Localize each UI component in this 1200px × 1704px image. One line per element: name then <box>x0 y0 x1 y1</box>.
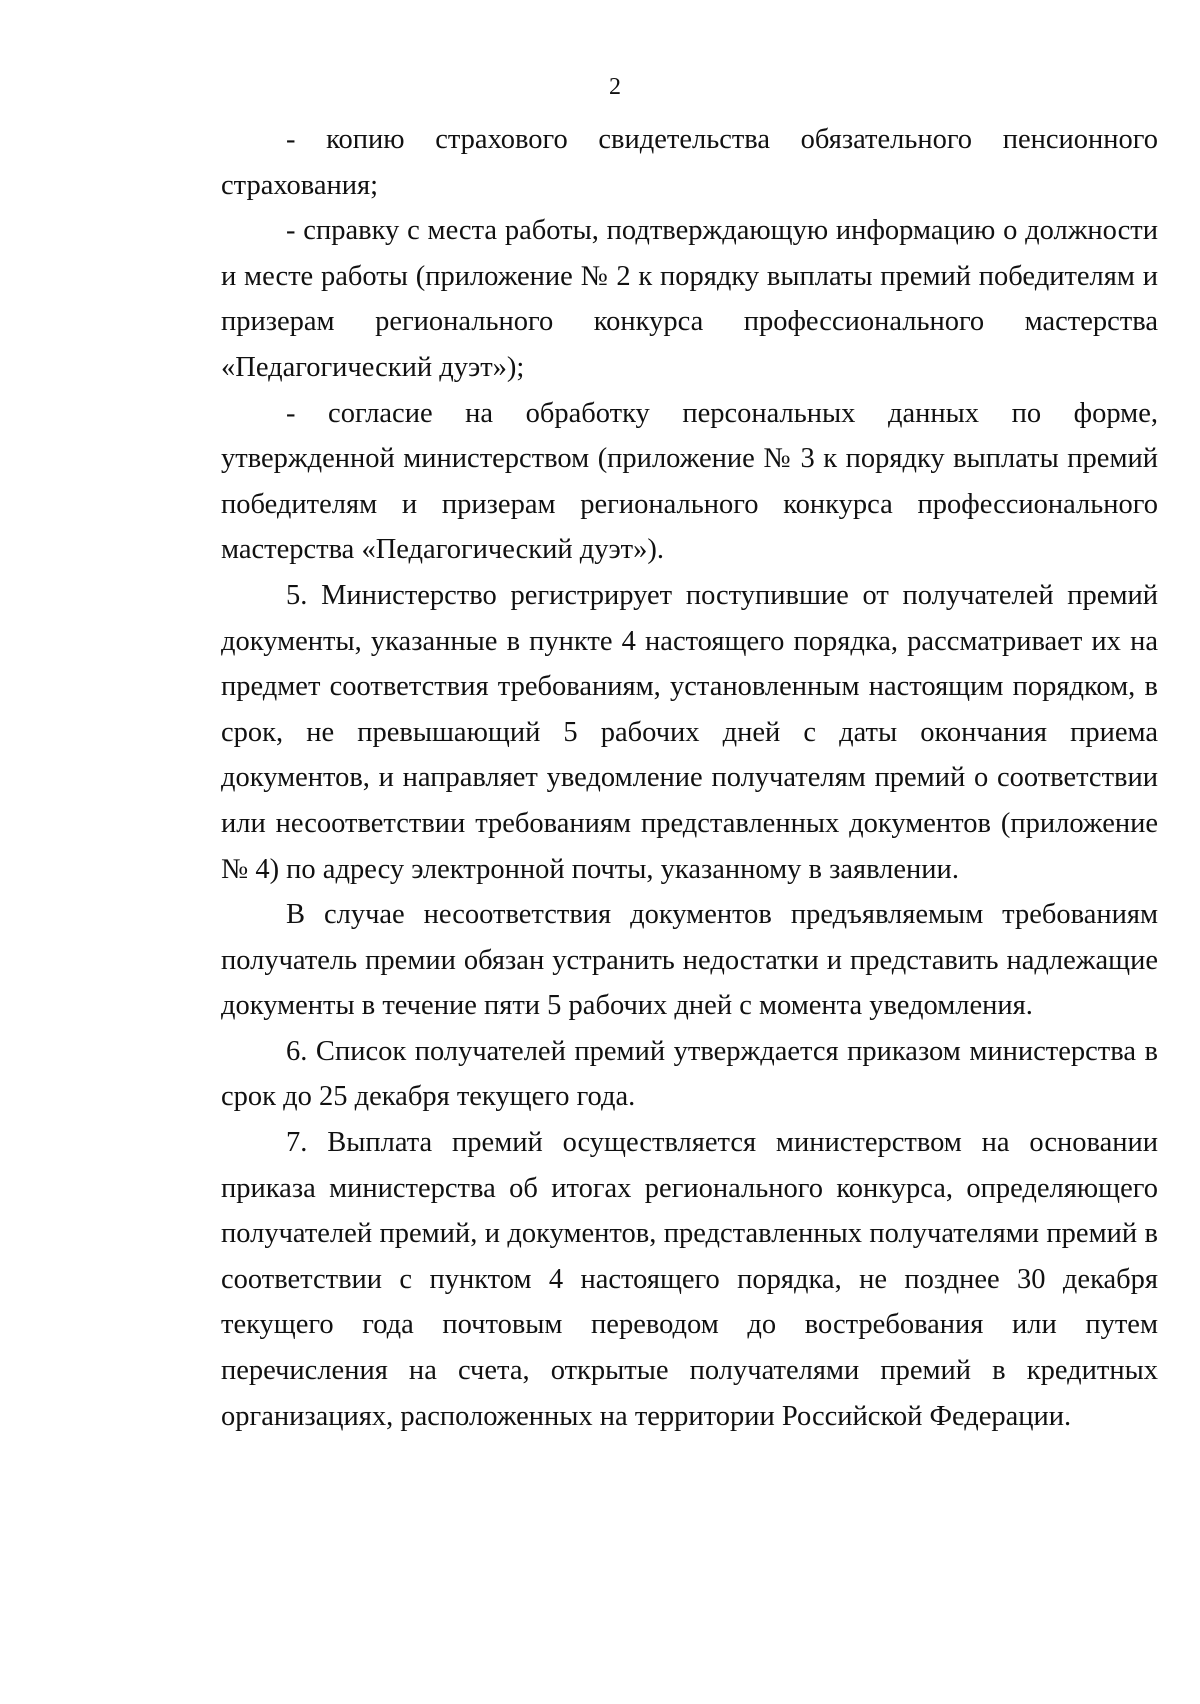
paragraph-clause-5: 5. Министерство регистрирует поступившие от получателей премий документы, указанные в пункте 4 настоящего порядка, рассматривает их на предмет соответствия требованиям, установленным настоящим порядком, в срок, не превышающий 5 рабочих дней с даты окончания приема документов, и направляет уведомление получателям премий о соответствии или несоответствии требованиям представленных документов (приложение № 4) по адресу электронной почты, указанному в заявлении. <box>221 579 1158 885</box>
paragraph-insurance-certificate: - копию страхового свидетельства обязательного пенсионного страхования; <box>221 124 1158 201</box>
paragraph-personal-data-consent: - согласие на обработку персональных данных по форме, утвержденной министерством (приложение № 3 к порядку выплаты премий победителям и призерам регионального конкурса профессионального мастерства «Педагогический дуэт»). <box>221 397 1158 566</box>
paragraph-clause-6: 6. Список получателей премий утверждается приказом министерства в срок до 25 декабря текущего года. <box>221 1035 1158 1113</box>
paragraph-clause-7: 7. Выплата премий осуществляется министерством на основании приказа министерства об итогах регионального конкурса, определяющего получателей премий, и документов, представленных получателями премий в соответствии с пунктом 4 настоящего порядка, не позднее 30 декабря текущего года почтовым переводом до востребования или путем перечисления на счета, открытые получателями премий в кредитных организациях, расположенных на территории Российской Федерации. <box>221 1127 1158 1432</box>
page-number: 2 <box>609 74 621 100</box>
document-body <box>221 117 1158 1439</box>
paragraph-employment-reference: - справку с места работы, подтверждающую информацию о должности и месте работы (приложение № 2 к порядку выплаты премий победителям и призерам регионального конкурса профессионального мастерства «Педагогический дуэт»); <box>221 215 1158 383</box>
paragraph-clause-5-noncompliance: В случае несоответствия документов предъявляемым требованиям получатель премии обязан устранить недостатки и представить надлежащие документы в течение пяти 5 рабочих дней с момента уведомления. <box>221 899 1158 1022</box>
